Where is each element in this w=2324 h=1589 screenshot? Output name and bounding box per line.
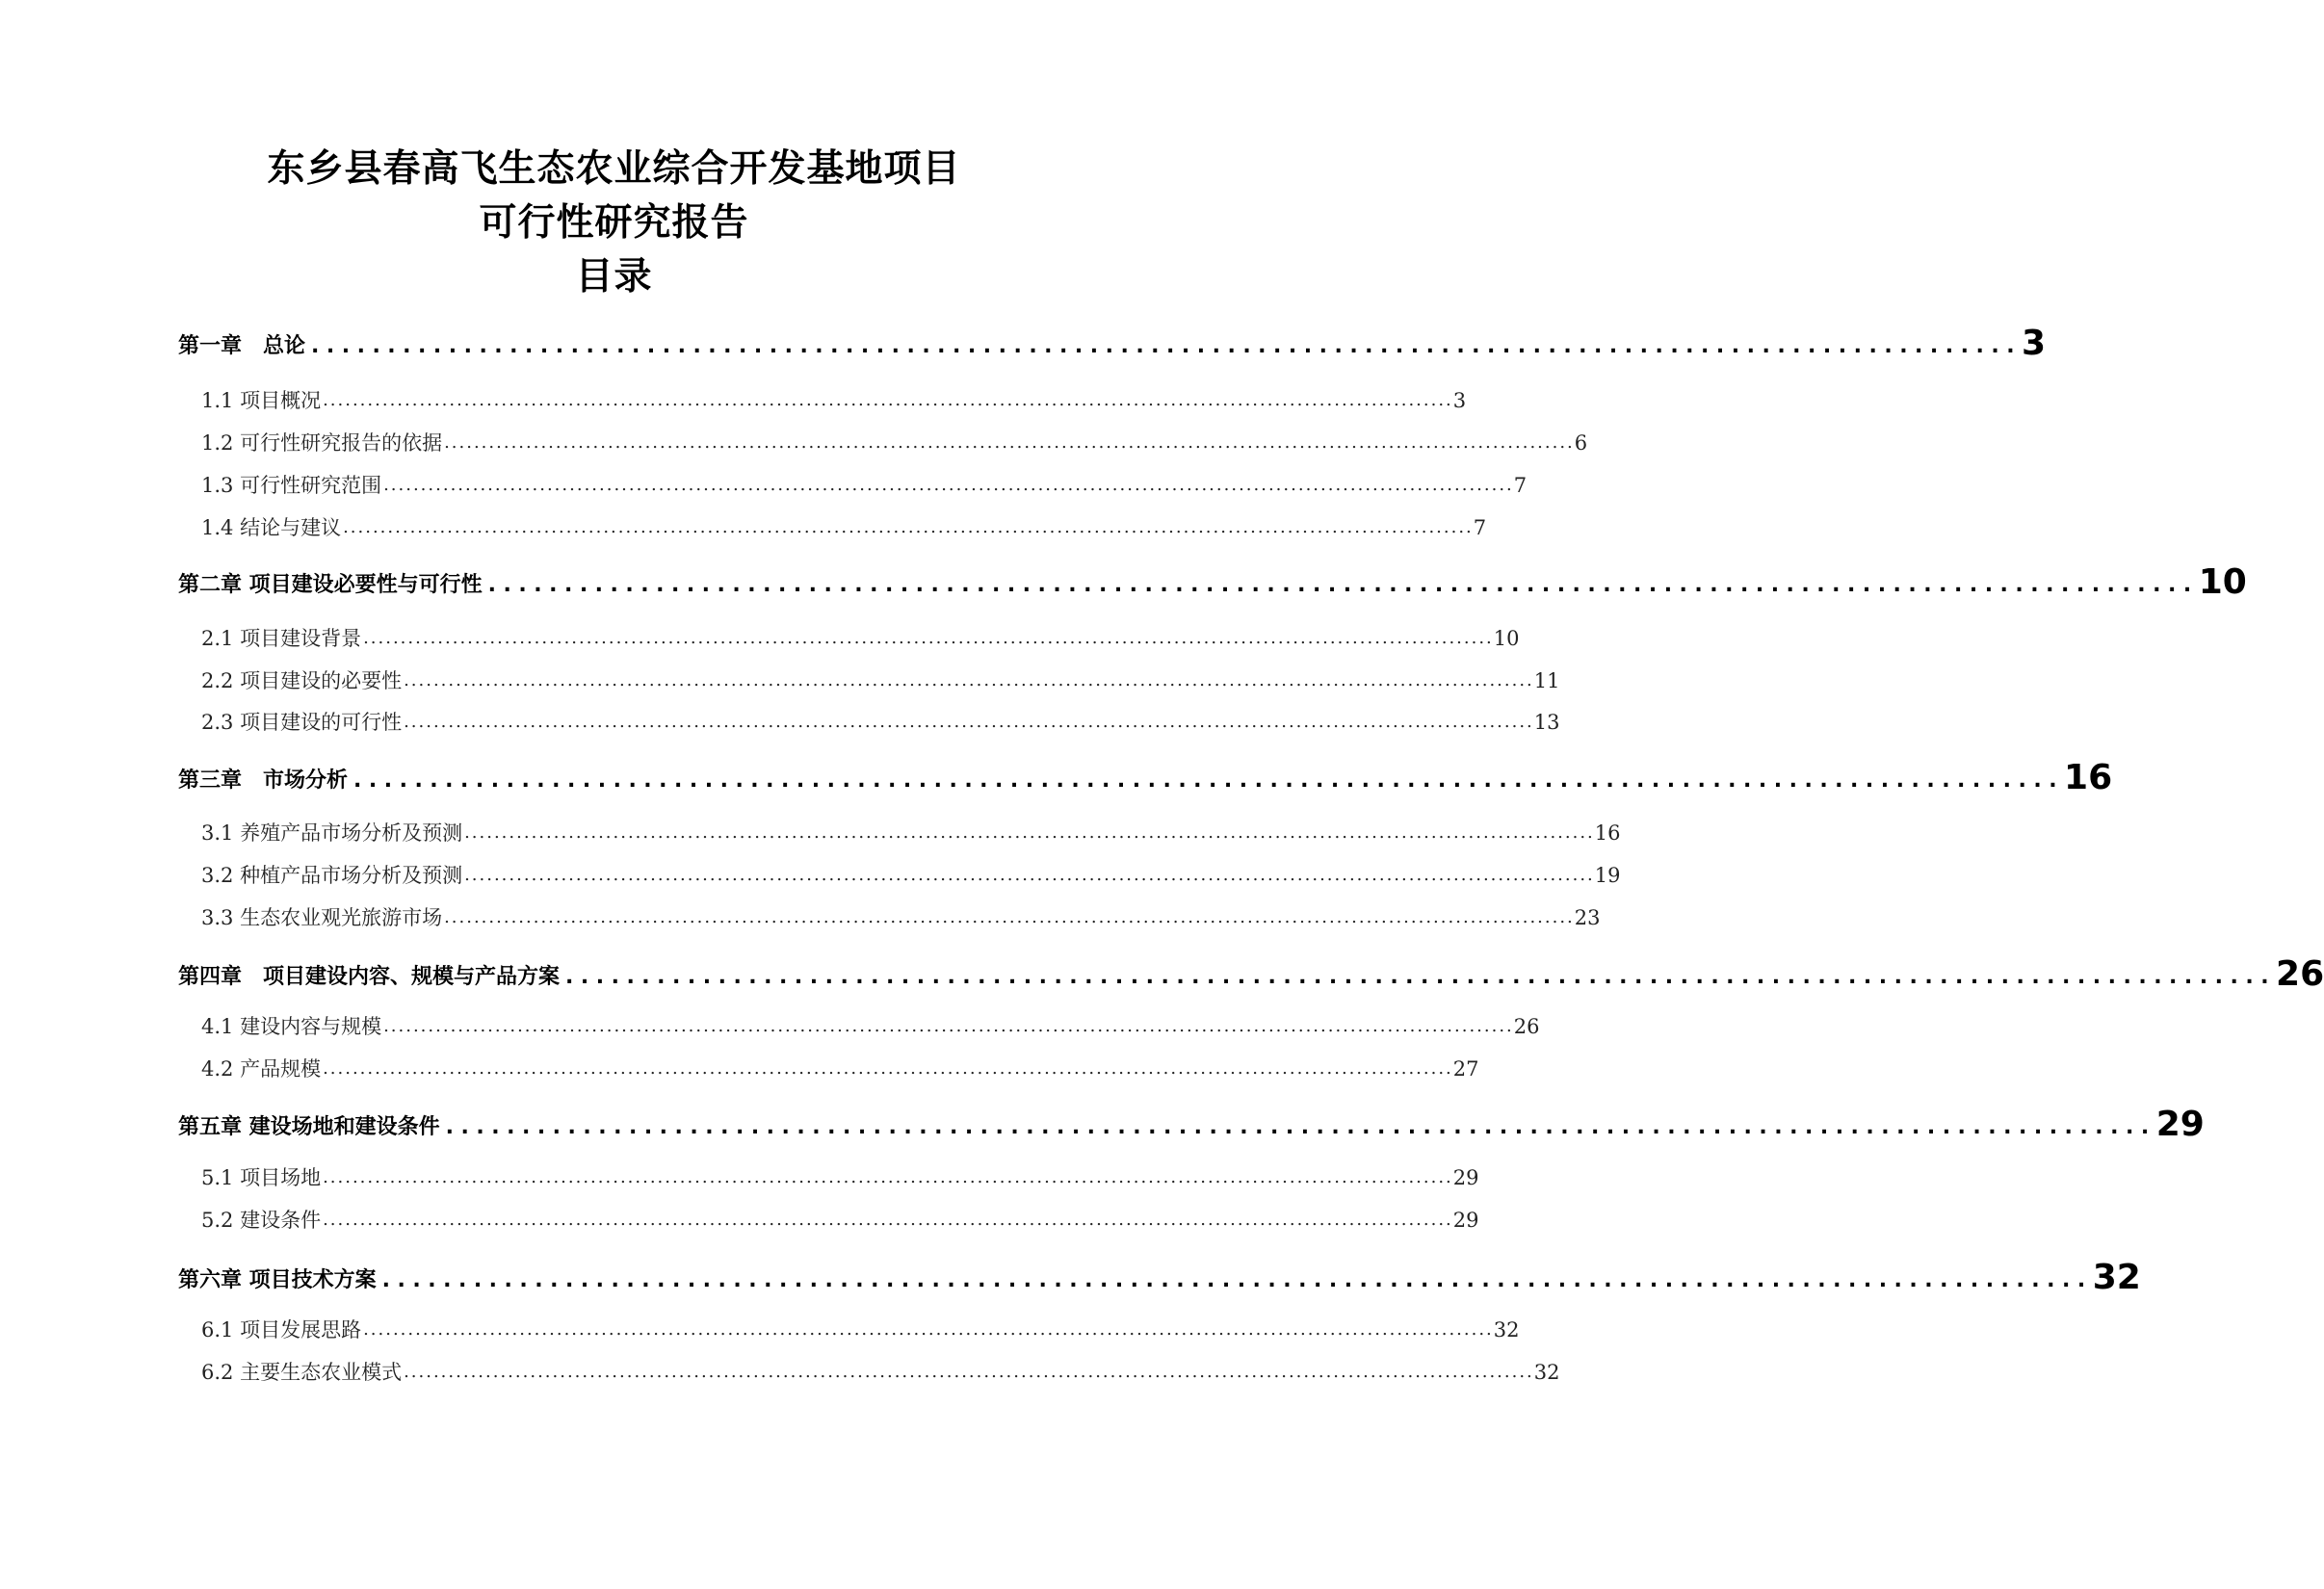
toc-section-page: 11 xyxy=(1533,669,1560,692)
toc-section-2-3[interactable] xyxy=(201,706,1560,737)
toc-section-title: 2.1 项目建设背景 xyxy=(201,627,362,650)
toc-section-page: 3 xyxy=(1452,389,1467,412)
toc-dot-leader: ........................................................................................................................................................ xyxy=(383,475,1514,495)
toc-dot-leader: ........................................................................................................................................................ xyxy=(404,1362,1534,1382)
toc-dot-leader: ........................................................................................................................................................ xyxy=(323,390,1453,410)
toc-chapter-4[interactable] xyxy=(178,953,2324,996)
toc-section-title: 3.3 生态农业观光旅游市场 xyxy=(201,906,443,929)
toc-dot-leader: ........................................................................................................................................................ xyxy=(404,712,1534,732)
toc-section-title: 1.3 可行性研究范围 xyxy=(201,474,382,497)
toc-section-3-2[interactable] xyxy=(201,859,1621,890)
toc-chapter-title: 第四章 项目建设内容、规模与产品方案 xyxy=(178,965,561,989)
toc-dot-leader: ........................................................................................................................................................ xyxy=(323,1210,1453,1230)
toc-section-title: 3.1 养殖产品市场分析及预测 xyxy=(201,821,463,845)
toc-chapter-page: 29 xyxy=(2155,1105,2205,1144)
toc-section-title: 1.1 项目概况 xyxy=(201,389,322,412)
toc-chapter-title: 第五章 建设场地和建设条件 xyxy=(178,1115,440,1139)
toc-section-page: 26 xyxy=(1513,1015,1540,1038)
title-line-project: 东乡县春高飞生态农业综合开发基地项目 xyxy=(267,147,961,191)
toc-section-page: 27 xyxy=(1452,1057,1479,1081)
title-line-report: 可行性研究报告 xyxy=(479,201,749,245)
toc-chapter-1[interactable] xyxy=(178,323,2047,365)
toc-section-page: 32 xyxy=(1533,1361,1560,1384)
toc-dot-leader: ........................................................................................................................................................ xyxy=(323,1167,1453,1187)
toc-dot-leader: ........................................................................................................................................................ xyxy=(444,907,1575,927)
toc-section-2-1[interactable] xyxy=(201,622,1520,653)
toc-chapter-6[interactable] xyxy=(178,1257,2141,1299)
toc-section-1-3[interactable] xyxy=(201,469,1528,500)
toc-section-page: 29 xyxy=(1452,1166,1479,1189)
toc-section-1-4[interactable] xyxy=(201,511,1487,542)
toc-section-title: 6.1 项目发展思路 xyxy=(201,1318,362,1342)
toc-dot-leader: ........................................................................................................................................................ xyxy=(323,1058,1453,1079)
toc-section-page: 29 xyxy=(1452,1209,1479,1232)
toc-dot-leader: ................................................................................................................ xyxy=(381,1268,2093,1292)
toc-dot-leader: ........................................................................................................................................................ xyxy=(383,1016,1514,1036)
toc-dot-leader: ........................................................................................................................................................ xyxy=(464,865,1595,885)
toc-chapter-title: 第六章 项目技术方案 xyxy=(178,1268,377,1292)
toc-section-title: 2.3 项目建设的可行性 xyxy=(201,711,403,734)
toc-dot-leader: ........................................................................................................................................................ xyxy=(444,432,1575,453)
toc-chapter-5[interactable] xyxy=(178,1104,2205,1146)
toc-section-1-1[interactable] xyxy=(201,384,1467,415)
toc-section-title: 5.1 项目场地 xyxy=(201,1166,322,1189)
toc-section-page: 7 xyxy=(1473,516,1487,539)
toc-section-title: 4.1 建设内容与规模 xyxy=(201,1015,382,1038)
toc-dot-leader: ................................................................................................................ xyxy=(445,1115,2156,1139)
toc-chapter-page: 16 xyxy=(2064,758,2113,797)
toc-section-page: 13 xyxy=(1533,711,1560,734)
toc-section-4-2[interactable] xyxy=(201,1053,1479,1083)
toc-chapter-page: 26 xyxy=(2276,954,2324,994)
toc-dot-leader: ................................................................................................................ xyxy=(487,573,2199,597)
toc-section-2-2[interactable] xyxy=(201,664,1560,695)
toc-section-5-1[interactable] xyxy=(201,1161,1479,1192)
toc-dot-leader: ................................................................................................................ xyxy=(353,768,2065,793)
toc-section-page: 6 xyxy=(1574,431,1588,455)
toc-chapter-2[interactable] xyxy=(178,561,2247,604)
toc-dot-leader: ........................................................................................................................................................ xyxy=(404,670,1534,690)
toc-section-page: 16 xyxy=(1594,821,1621,845)
title-line-contents: 目录 xyxy=(575,255,653,299)
toc-dot-leader: ................................................................................................................ xyxy=(311,334,2023,358)
toc-dot-leader: ................................................................................................................ xyxy=(565,965,2277,989)
toc-section-page: 10 xyxy=(1493,627,1520,650)
toc-section-title: 6.2 主要生态农业模式 xyxy=(201,1361,403,1384)
toc-section-3-1[interactable] xyxy=(201,817,1621,847)
toc-chapter-3[interactable] xyxy=(178,757,2113,799)
toc-section-title: 1.2 可行性研究报告的依据 xyxy=(201,431,443,455)
toc-section-5-2[interactable] xyxy=(201,1204,1479,1235)
toc-section-title: 5.2 建设条件 xyxy=(201,1209,322,1232)
toc-section-6-2[interactable] xyxy=(201,1356,1560,1387)
toc-dot-leader: ........................................................................................................................................................ xyxy=(363,1319,1494,1340)
toc-section-page: 32 xyxy=(1493,1318,1520,1342)
toc-chapter-page: 10 xyxy=(2198,562,2247,602)
toc-dot-leader: ........................................................................................................................................................ xyxy=(464,822,1595,843)
toc-section-3-3[interactable] xyxy=(201,901,1601,932)
toc-section-title: 4.2 产品规模 xyxy=(201,1057,322,1081)
toc-chapter-title: 第三章 市场分析 xyxy=(178,768,349,793)
toc-section-1-2[interactable] xyxy=(201,427,1588,457)
toc-section-page: 23 xyxy=(1574,906,1601,929)
toc-dot-leader: ........................................................................................................................................................ xyxy=(363,628,1494,648)
toc-section-title: 2.2 项目建设的必要性 xyxy=(201,669,403,692)
toc-section-page: 19 xyxy=(1594,864,1621,887)
toc-section-page: 7 xyxy=(1513,474,1528,497)
toc-section-6-1[interactable] xyxy=(201,1314,1520,1344)
toc-dot-leader: ........................................................................................................................................................ xyxy=(343,517,1474,537)
toc-section-title: 1.4 结论与建议 xyxy=(201,516,342,539)
toc-chapter-page: 3 xyxy=(2022,324,2047,363)
toc-chapter-title: 第二章 项目建设必要性与可行性 xyxy=(178,573,483,597)
toc-section-4-1[interactable] xyxy=(201,1010,1540,1041)
toc-section-title: 3.2 种植产品市场分析及预测 xyxy=(201,864,463,887)
toc-chapter-title: 第一章 总论 xyxy=(178,334,306,358)
toc-chapter-page: 32 xyxy=(2092,1258,2141,1297)
